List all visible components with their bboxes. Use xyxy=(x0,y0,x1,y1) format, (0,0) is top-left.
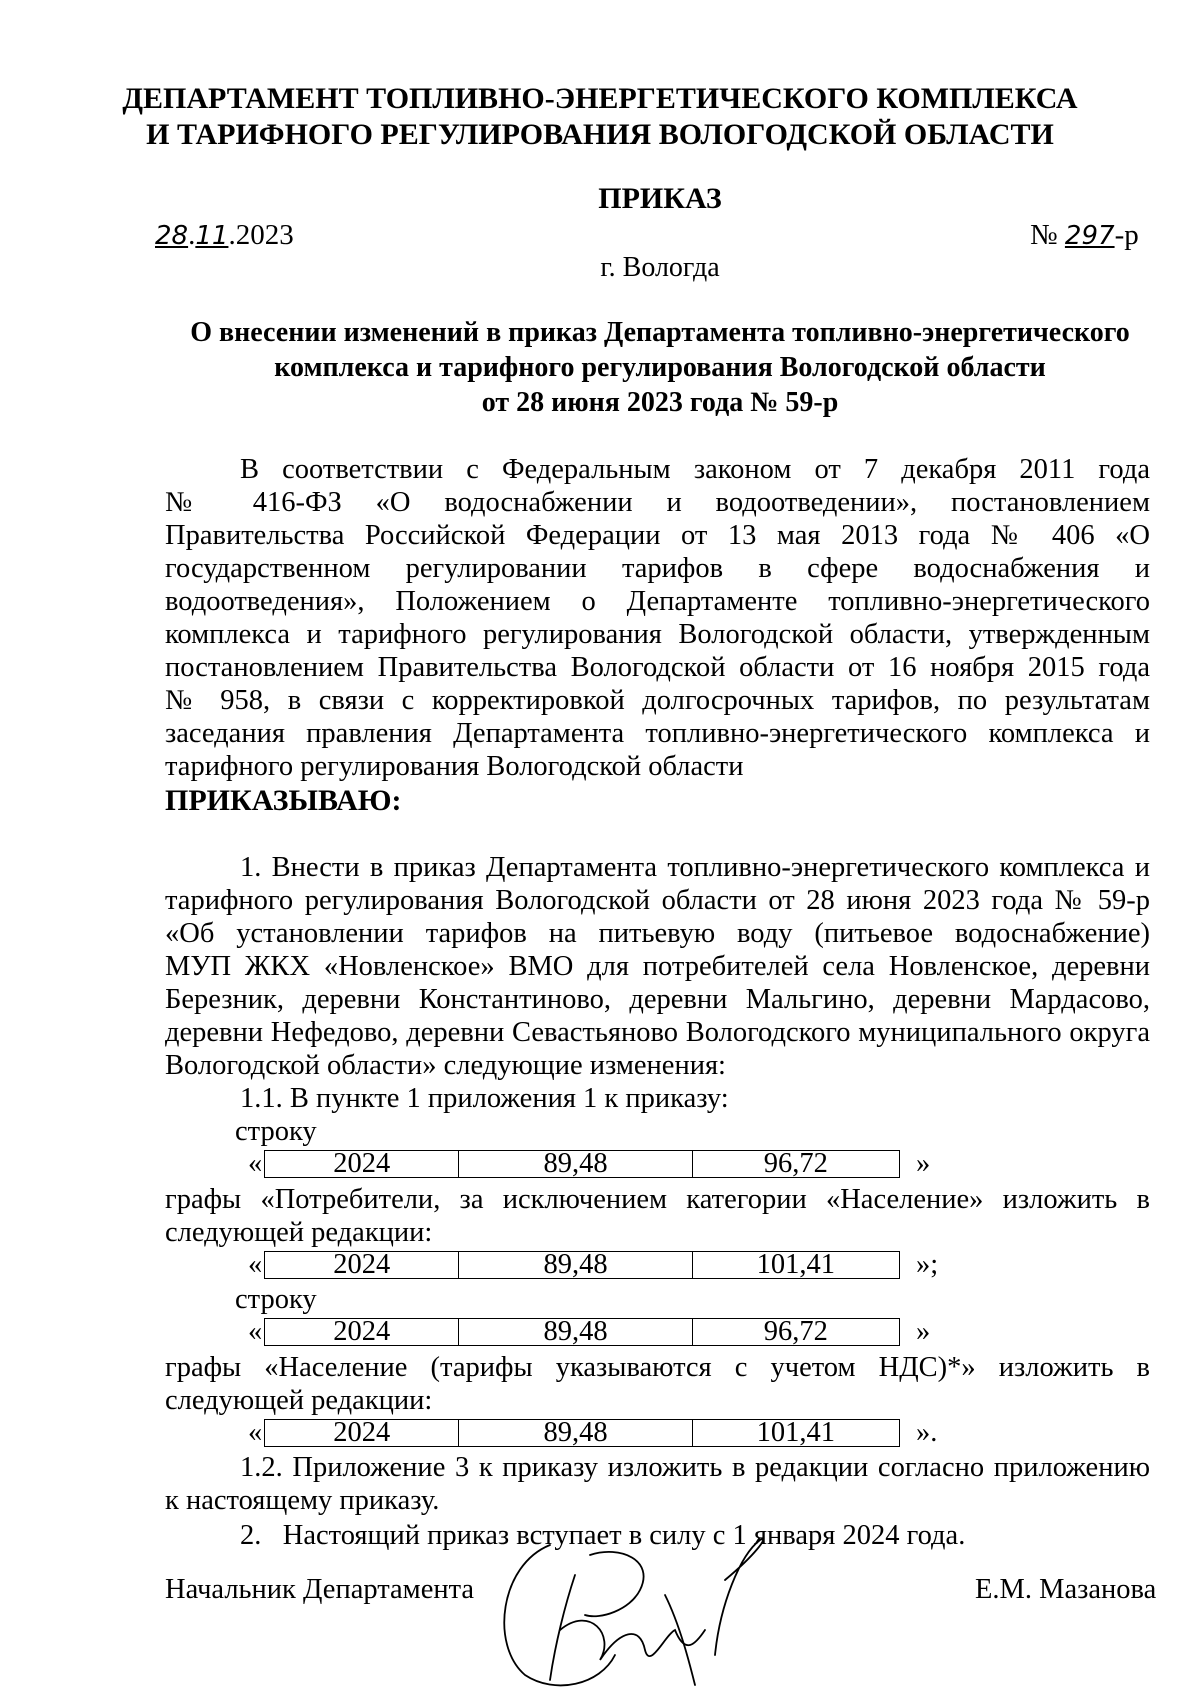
item2: 2. Настоящий приказ вступает в силу с 1 января 2024 года. xyxy=(240,1520,966,1551)
graph2-line: следующей редакции: xyxy=(165,1385,433,1416)
open-quote: « xyxy=(248,1249,263,1280)
tariff-cell: 89,48 xyxy=(458,1252,691,1278)
tariff-cell: 89,48 xyxy=(458,1319,691,1345)
item1-line: Березник, деревни Константиново, деревни Мальгино, деревни Мардасово, xyxy=(165,984,1150,1015)
item1-line: 1. Внести в приказ Департамента топливно-энергетического комплекса и xyxy=(240,852,1150,883)
year-cell: 2024 xyxy=(333,1417,391,1448)
tariff-cell: 101,41 xyxy=(692,1420,899,1446)
item1-1: 1.1. В пункте 1 приложения 1 к приказу: xyxy=(240,1083,729,1114)
item1-line: деревни Нефедово, деревни Севастьяново Вологодского муниципального округа xyxy=(165,1017,1150,1048)
city: г. Вологда xyxy=(600,252,720,283)
preamble-line: Правительства Российской Федерации от 13 мая 2013 года № 406 «О xyxy=(165,520,1150,551)
date-month: 11 xyxy=(195,221,229,251)
year-cell: 2024 xyxy=(333,1249,391,1280)
preamble-line: В соответствии с Федеральным законом от 7 декабря 2011 года xyxy=(240,454,1150,485)
number-suffix: -р xyxy=(1114,219,1139,251)
subject-line3: от 28 июня 2023 года № 59-р xyxy=(481,387,839,418)
preamble-line: комплекса и тарифного регулирования Вологодской области, утвержденным xyxy=(165,619,1150,650)
tariff-cell: 96,72 xyxy=(692,1151,899,1177)
item1-line: МУП ЖКХ «Новленское» ВМО для потребителей села Новленское, деревни xyxy=(165,951,1150,982)
close-quote: » xyxy=(916,1148,931,1179)
open-quote: « xyxy=(248,1316,263,1347)
open-quote: « xyxy=(248,1417,263,1448)
graph1-line: следующей редакции: xyxy=(165,1217,433,1248)
tariff-cell: 89,48 xyxy=(458,1420,691,1446)
order-date: 28.11.2023 xyxy=(155,219,294,251)
close-quote: » xyxy=(916,1316,931,1347)
tariff-cells xyxy=(264,1318,900,1346)
close-quote: ». xyxy=(916,1417,938,1448)
tariff-cells xyxy=(264,1419,900,1447)
preamble-line: № 958, в связи с корректировкой долгосрочных тарифов, по результатам xyxy=(165,685,1150,716)
subject-line2: комплекса и тарифного регулирования Вологодской области xyxy=(274,352,1046,383)
order-number xyxy=(1030,218,1139,253)
preamble-line: водоотведения», Положением о Департаменте топливно-энергетического xyxy=(165,586,1150,617)
number-value: 297 xyxy=(1064,221,1115,251)
item1-line: «Об установлении тарифов на питьевую воду (питьевое водоснабжение) xyxy=(165,918,1150,949)
doc-type: ПРИКАЗ xyxy=(598,182,722,215)
year-cell: 2024 xyxy=(333,1148,391,1179)
signature-name: Е.М. Мазанова xyxy=(975,1574,1157,1605)
graph1-line: графы «Потребители, за исключением категории «Население» изложить в xyxy=(165,1184,1150,1215)
preamble-line: № 416-ФЗ «О водоснабжении и водоотведении», постановлением xyxy=(165,487,1150,518)
subject-line1: О внесении изменений в приказ Департамента топливно-энергетического xyxy=(190,317,1130,348)
tariff-cells xyxy=(264,1150,900,1178)
item1-2-line: 1.2. Приложение 3 к приказу изложить в редакции согласно приложению xyxy=(240,1452,1150,1483)
row-word: строку xyxy=(235,1116,317,1147)
tariff-cells xyxy=(264,1251,900,1279)
signature-position: Начальник Департамента xyxy=(165,1574,475,1605)
close-quote: »; xyxy=(916,1249,939,1280)
preamble-line: постановлением Правительства Вологодской области от 16 ноября 2015 года xyxy=(165,652,1150,683)
item1-2-line: к настоящему приказу. xyxy=(165,1485,440,1516)
handwritten-signature xyxy=(480,1535,780,1690)
item1-line: Вологодской области» следующие изменения: xyxy=(165,1050,726,1081)
tariff-cell: 89,48 xyxy=(458,1151,691,1177)
preamble-line: тарифного регулирования Вологодской области xyxy=(165,751,744,782)
department-title-line2: И ТАРИФНОГО РЕГУЛИРОВАНИЯ ВОЛОГОДСКОЙ ОБЛАСТИ xyxy=(146,118,1054,151)
item1-line: тарифного регулирования Вологодской области от 28 июня 2023 года № 59-р xyxy=(165,885,1150,916)
department-title-line1: ДЕПАРТАМЕНТ ТОПЛИВНО-ЭНЕРГЕТИЧЕСКОГО КОМПЛЕКСА xyxy=(122,82,1078,115)
date-year: .2023 xyxy=(228,219,294,251)
row-word: строку xyxy=(235,1284,317,1315)
graph2-line: графы «Население (тарифы указываются с учетом НДС)*» изложить в xyxy=(165,1352,1150,1383)
tariff-cell: 101,41 xyxy=(692,1252,899,1278)
number-prefix: № xyxy=(1030,219,1058,251)
preamble-line: государственном регулировании тарифов в сфере водоснабжения и xyxy=(165,553,1150,584)
open-quote: « xyxy=(248,1148,263,1179)
order-word: ПРИКАЗЫВАЮ: xyxy=(165,784,402,817)
date-day: 28 xyxy=(155,221,189,251)
year-cell: 2024 xyxy=(333,1316,391,1347)
tariff-cell: 96,72 xyxy=(692,1319,899,1345)
preamble-line: заседания правления Департамента топливно-энергетического комплекса и xyxy=(165,718,1150,749)
